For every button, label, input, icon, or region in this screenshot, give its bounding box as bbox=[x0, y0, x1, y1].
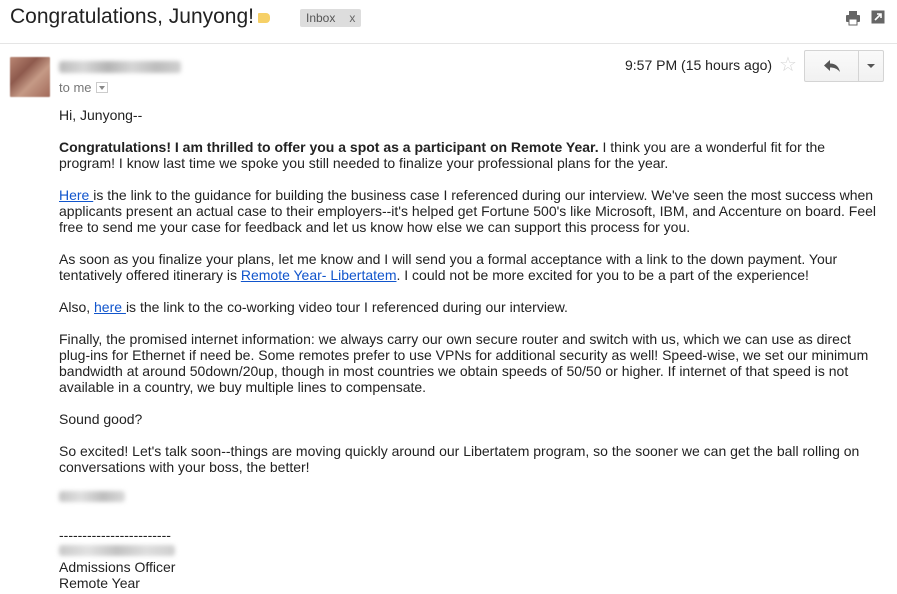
email-timestamp: 9:57 PM (15 hours ago) bbox=[625, 57, 773, 73]
video-tour-text-after: is the link to the co-working video tour I referenced during our interview. bbox=[125, 299, 568, 315]
print-icon[interactable] bbox=[845, 10, 861, 26]
email-body bbox=[59, 107, 879, 591]
recipient-text: to me bbox=[59, 80, 92, 95]
itinerary-text-after: . I could not be more excited for you to be a part of the experience! bbox=[396, 267, 809, 283]
more-actions-button[interactable] bbox=[859, 51, 883, 81]
inbox-label-chip[interactable] bbox=[300, 9, 361, 27]
paragraph-business-case bbox=[59, 187, 879, 235]
paragraph-sound-good: Sound good? bbox=[59, 411, 143, 427]
label-tag-icon[interactable] bbox=[258, 13, 270, 23]
remove-label-button[interactable]: x bbox=[349, 11, 356, 25]
signature-company: Remote Year bbox=[59, 575, 140, 591]
signature-title: Admissions Officer bbox=[59, 559, 176, 575]
itinerary-link[interactable]: Remote Year- Libertatem bbox=[240, 267, 397, 283]
inbox-label-text: Inbox bbox=[306, 11, 336, 25]
business-case-text: is the link to the guidance for building the business case I referenced during our interview. We've seen the most success when applicants present an actual case to their employers--it's helped get Fortune 500's like Microsoft, IBM, and Accenture on board. Feel free to send me your case for feedback and let us know how else we can support this process for you. bbox=[59, 187, 876, 235]
sender-name-redacted[interactable] bbox=[59, 61, 181, 73]
reply-icon bbox=[823, 59, 841, 73]
sender-avatar[interactable] bbox=[10, 57, 50, 97]
signature-rule: ------------------------ bbox=[59, 527, 171, 543]
subject-bar bbox=[0, 0, 897, 40]
star-icon[interactable]: ☆ bbox=[779, 54, 797, 76]
header-divider bbox=[0, 43, 897, 44]
signature-name-redacted bbox=[59, 545, 175, 556]
video-tour-link[interactable]: here bbox=[94, 299, 126, 315]
signoff-redacted bbox=[59, 491, 125, 502]
recipient-line bbox=[59, 80, 108, 95]
popout-icon[interactable] bbox=[871, 10, 885, 24]
greeting: Hi, Junyong-- bbox=[59, 107, 143, 123]
offer-bold-text: Congratulations! I am thrilled to offer you a spot as a participant on Remote Year. bbox=[59, 139, 599, 155]
paragraph-offer bbox=[59, 139, 879, 171]
show-details-chevron-icon[interactable] bbox=[96, 82, 108, 93]
video-tour-text-before: Also, bbox=[59, 299, 95, 315]
paragraph-closing: So excited! Let's talk soon--things are moving quickly around our Libertatem program, so the sooner we can get the ball rolling on conversations with your boss, the better! bbox=[59, 443, 860, 475]
email-subject: Congratulations, Junyong! bbox=[10, 5, 254, 28]
paragraph-video-tour bbox=[59, 299, 879, 315]
paragraph-internet: Finally, the promised internet information: we always carry our own secure router and switch with us, which we can use as direct plug-ins for Ethernet if need be. Some remotes prefer to use VPNs for additional security as well! Speed-wise, we set our minimum bandwidth at around 50down/20up, though in most countries we obtain speeds of 50/50 or higher. If internet of that speed is not available in a country, we buy multiple lines to compensate. bbox=[59, 331, 869, 395]
paragraph-itinerary bbox=[59, 251, 879, 283]
offer-text: I think you are a wonderful fit for the program! I know last time we spoke you still needed to finalize your professional plans for the year. bbox=[59, 139, 826, 171]
reply-button-group bbox=[804, 50, 884, 82]
reply-button[interactable] bbox=[805, 51, 859, 81]
business-case-link[interactable]: Here bbox=[59, 187, 94, 203]
itinerary-text-before: As soon as you finalize your plans, let me know and I will send you a formal acceptance with a link to the down payment. Your tentatively offered itinerary is bbox=[59, 251, 838, 283]
